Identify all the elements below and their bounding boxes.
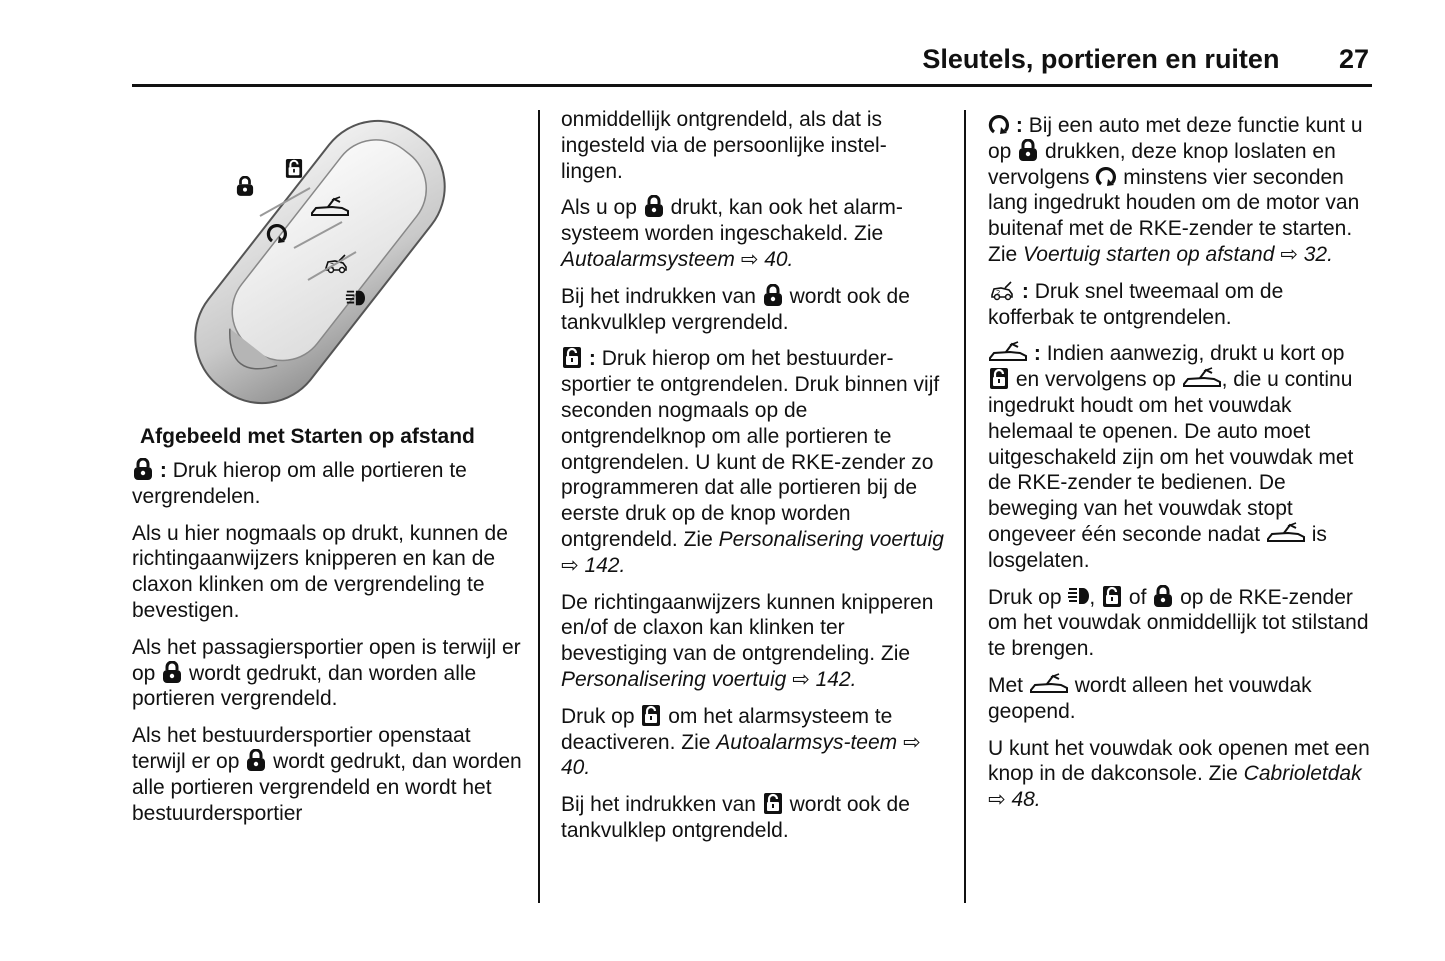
column-1 bbox=[132, 458, 524, 837]
fob-unlock-icon bbox=[286, 159, 302, 178]
remote-start-icon bbox=[1095, 165, 1117, 187]
cross-reference: Autoalarmsys-teem bbox=[716, 730, 898, 754]
header-rule bbox=[132, 84, 1372, 87]
convertible-icon bbox=[1266, 522, 1306, 544]
convertible-icon bbox=[1182, 367, 1222, 389]
reference-arrow-icon: ⇨ bbox=[1280, 242, 1298, 266]
paragraph: : Druk hierop om het bestuurder-sportier te ontgrendelen. Druk binnen vijf seconden nogmaals op de ontgrendelknop om alle portieren te ontgrendelen. U kunt de RKE-zender zo programmeren dat alle portieren bij de eerste druk op de knop worden ontgrendeld. Zie Personalisering voertuig ⇨ 142. bbox=[561, 347, 944, 577]
lock-icon bbox=[132, 458, 154, 480]
paragraph: Als u op drukt, kan ook het alarm-systeem worden ingeschakeld. Zie Autoalarmsysteem ⇨ 40. bbox=[561, 196, 903, 271]
lock-icon bbox=[1152, 585, 1174, 607]
paragraph: Bij het indrukken van wordt ook de tankvulklep ontgrendeld. bbox=[561, 793, 910, 842]
paragraph: U kunt het vouwdak ook openen met een knop in de dakconsole. Zie Cabrioletdak ⇨ 48. bbox=[988, 736, 1370, 812]
cross-reference: Personalisering voertuig bbox=[718, 527, 944, 551]
lock-icon bbox=[643, 195, 665, 217]
paragraph: : Bij een auto met deze functie kunt u op drukken, deze knop loslaten en vervolgens minstens vier seconden lang ingedrukt houden om de motor van buitenaf met de RKE-zender te starten. Zie Voertuig starten op afstand ⇨ 32. bbox=[988, 114, 1363, 266]
reference-arrow-icon: ⇨ bbox=[903, 730, 921, 754]
unlock-icon bbox=[762, 792, 784, 814]
remote-start-icon bbox=[988, 113, 1010, 135]
paragraph: : Druk hierop om alle portieren te vergrendelen. bbox=[132, 459, 467, 508]
section-title: Sleutels, portieren en ruiten bbox=[922, 44, 1280, 74]
paragraph: Druk op , of op de RKE-zender om het vouwdak onmiddellijk tot stilstand te brengen. bbox=[988, 585, 1369, 661]
unlock-icon bbox=[988, 367, 1010, 389]
reference-arrow-icon: ⇨ bbox=[740, 247, 759, 271]
cross-reference: Voertuig starten op afstand bbox=[1023, 242, 1275, 266]
paragraph: Met wordt alleen het vouwdak geopend. bbox=[988, 673, 1312, 723]
page-number: 27 bbox=[1338, 44, 1369, 74]
trunk-icon bbox=[988, 279, 1016, 301]
page-header bbox=[922, 44, 1369, 75]
reference-arrow-icon: ⇨ bbox=[561, 553, 579, 577]
lock-icon bbox=[161, 661, 183, 683]
cross-reference: Autoalarmsysteem bbox=[561, 247, 735, 271]
unlock-icon bbox=[1101, 585, 1123, 607]
figure-caption: Afgebeeld met Starten op afstand bbox=[140, 425, 475, 448]
key-fob-illustration bbox=[160, 112, 475, 414]
lock-icon bbox=[762, 284, 784, 306]
paragraph: : Druk snel tweemaal om de kofferbak te ontgrendelen. bbox=[988, 279, 1284, 329]
convertible-icon bbox=[1029, 673, 1069, 695]
column-2 bbox=[561, 107, 946, 855]
paragraph: : Indien aanwezig, drukt u kort op en vervolgens op , die u continu ingedrukt houdt om het vouwdak helemaal te openen. De auto moet uitgeschakeld zijn om het vouwdak met de RKE-zender te bedienen. De beweging van het vouwdak stopt ongeveer één seconde nadat is losgelaten. bbox=[988, 342, 1354, 572]
cross-reference: Personalisering voertuig bbox=[561, 667, 787, 691]
lock-icon bbox=[245, 749, 267, 771]
unlock-icon bbox=[561, 346, 583, 368]
convertible-icon bbox=[988, 341, 1028, 363]
reference-arrow-icon: ⇨ bbox=[988, 788, 1006, 812]
paragraph: Als het bestuurdersportier openstaat terwijl er op wordt gedrukt, dan worden alle portieren vergrendeld en wordt het bestuurdersportier bbox=[132, 724, 522, 825]
fob-lock-icon bbox=[237, 177, 253, 196]
column-divider-2 bbox=[964, 110, 966, 903]
paragraph: Als het passagiersportier open is terwijl er op wordt gedrukt, dan worden alle portieren vergrendeld. bbox=[132, 635, 521, 711]
cross-reference: Cabrioletdak bbox=[1243, 762, 1362, 786]
column-3 bbox=[988, 113, 1372, 824]
paragraph: Druk op om het alarmsysteem te deactiveren. Zie Autoalarmsys-teem ⇨ 40. bbox=[561, 704, 921, 780]
paragraph: De richtingaanwijzers kunnen knipperen en/of de claxon kan klinken ter bevestiging van de ontgrendeling. Zie Personalisering voertuig ⇨ 142. bbox=[561, 590, 934, 691]
unlock-icon bbox=[640, 704, 662, 726]
column-divider-1 bbox=[538, 110, 540, 903]
lock-icon bbox=[1017, 139, 1039, 161]
paragraph: Als u hier nogmaals op drukt, kunnen de richtingaanwijzers knipperen en kan de claxon klinken om de vergrendeling te bevestigen. bbox=[132, 521, 508, 622]
paragraph: onmiddellijk ontgrendeld, als dat is ingesteld via de persoonlijke instel-lingen. bbox=[561, 108, 887, 183]
panic-icon bbox=[1067, 585, 1089, 607]
paragraph: Bij het indrukken van wordt ook de tankvulklep vergrendeld. bbox=[561, 284, 910, 334]
reference-arrow-icon: ⇨ bbox=[792, 667, 810, 691]
